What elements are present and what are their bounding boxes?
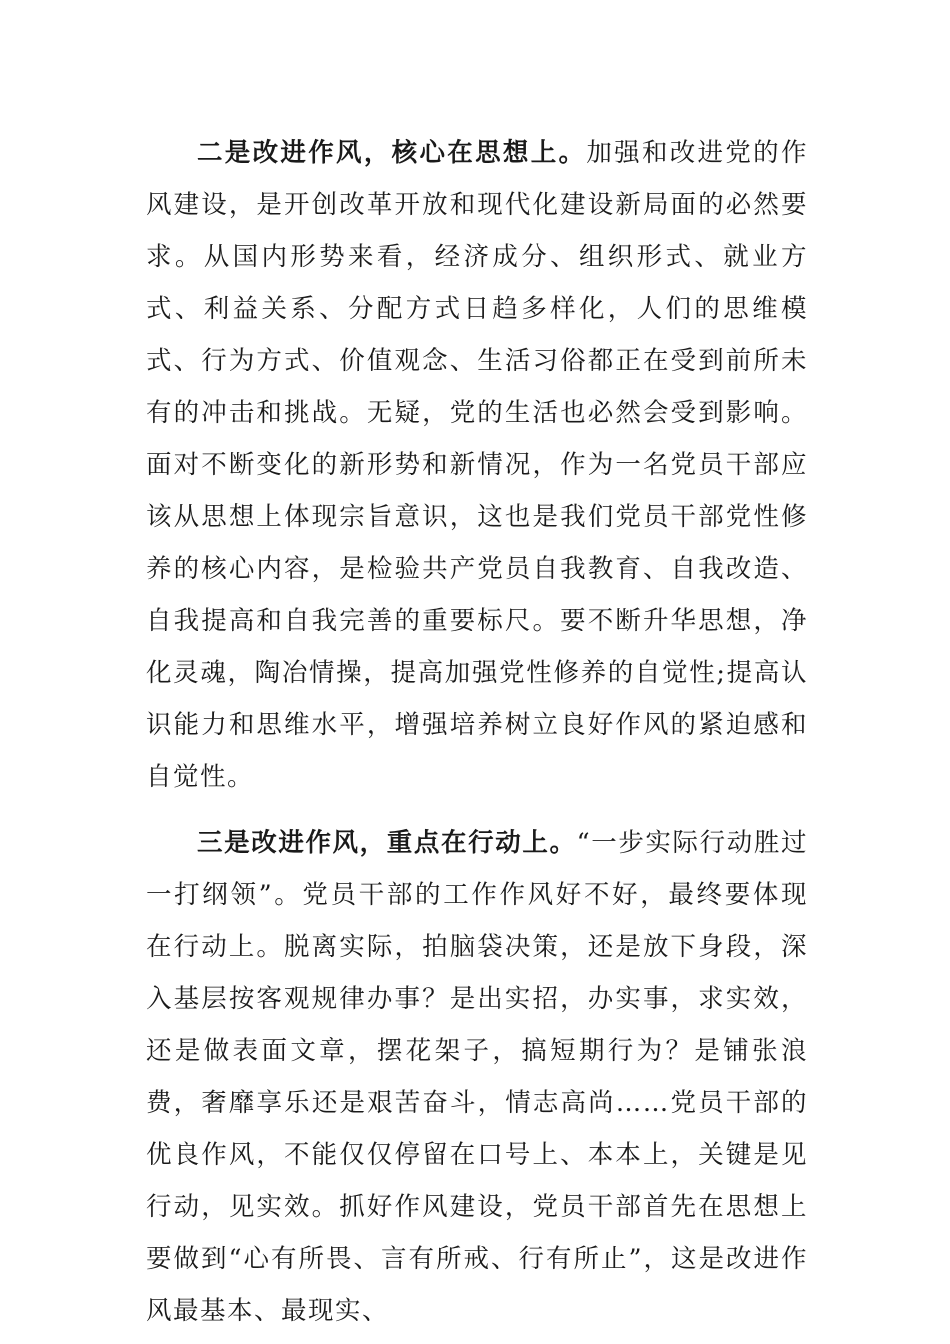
paragraph-heading: 二是改进作风，核心在思想上。 xyxy=(197,138,587,168)
paragraph-text: “一步实际行动胜过一打纲领”。党员干部的工作作风好不好，最终要体现在行动上。脱离实际，拍脑袋决策，还是放下身段，深入基层按客观规律办事？是出实招，办实事，求实效，还是做表面文章，摆花架子，搞短期行为？是铺张浪费，奢靡享乐还是艰苦奋斗，情志高尚……党员干部的优良作风，不能仅仅停留在口号上、本本上，关键是见行动，见实效。抓好作风建设，党员干部首先在思想上要做到“心有所畏、言有所戒、行有所止”，这是改进作风最基本、最现实、 xyxy=(146,828,808,1326)
paragraph-text: 加强和改进党的作风建设，是开创改革开放和现代化建设新局面的必然要求。从国内形势来看，经济成分、组织形式、就业方式、利益关系、分配方式日趋多样化，人们的思维模式、行为方式、价值观念、生活习俗都正在受到前所未有的冲击和挑战。无疑，党的生活也必然会受到影响。面对不断变化的新形势和新情况，作为一名党员干部应该从思想上体现宗旨意识，这也是我们党员干部党性修养的核心内容，是检验共产党员自我教育、自我改造、自我提高和自我完善的重要标尺。要不断升华思想，净化灵魂，陶冶情操，提高加强党性修养的自觉性;提高认识能力和思维水平，增强培养树立良好作风的紧迫感和自觉性。 xyxy=(146,138,808,792)
paragraph-heading: 三是改进作风，重点在行动上。 xyxy=(197,828,577,858)
document-body xyxy=(146,127,808,1337)
paragraph-thinking xyxy=(146,127,808,803)
paragraph-action xyxy=(146,817,808,1337)
